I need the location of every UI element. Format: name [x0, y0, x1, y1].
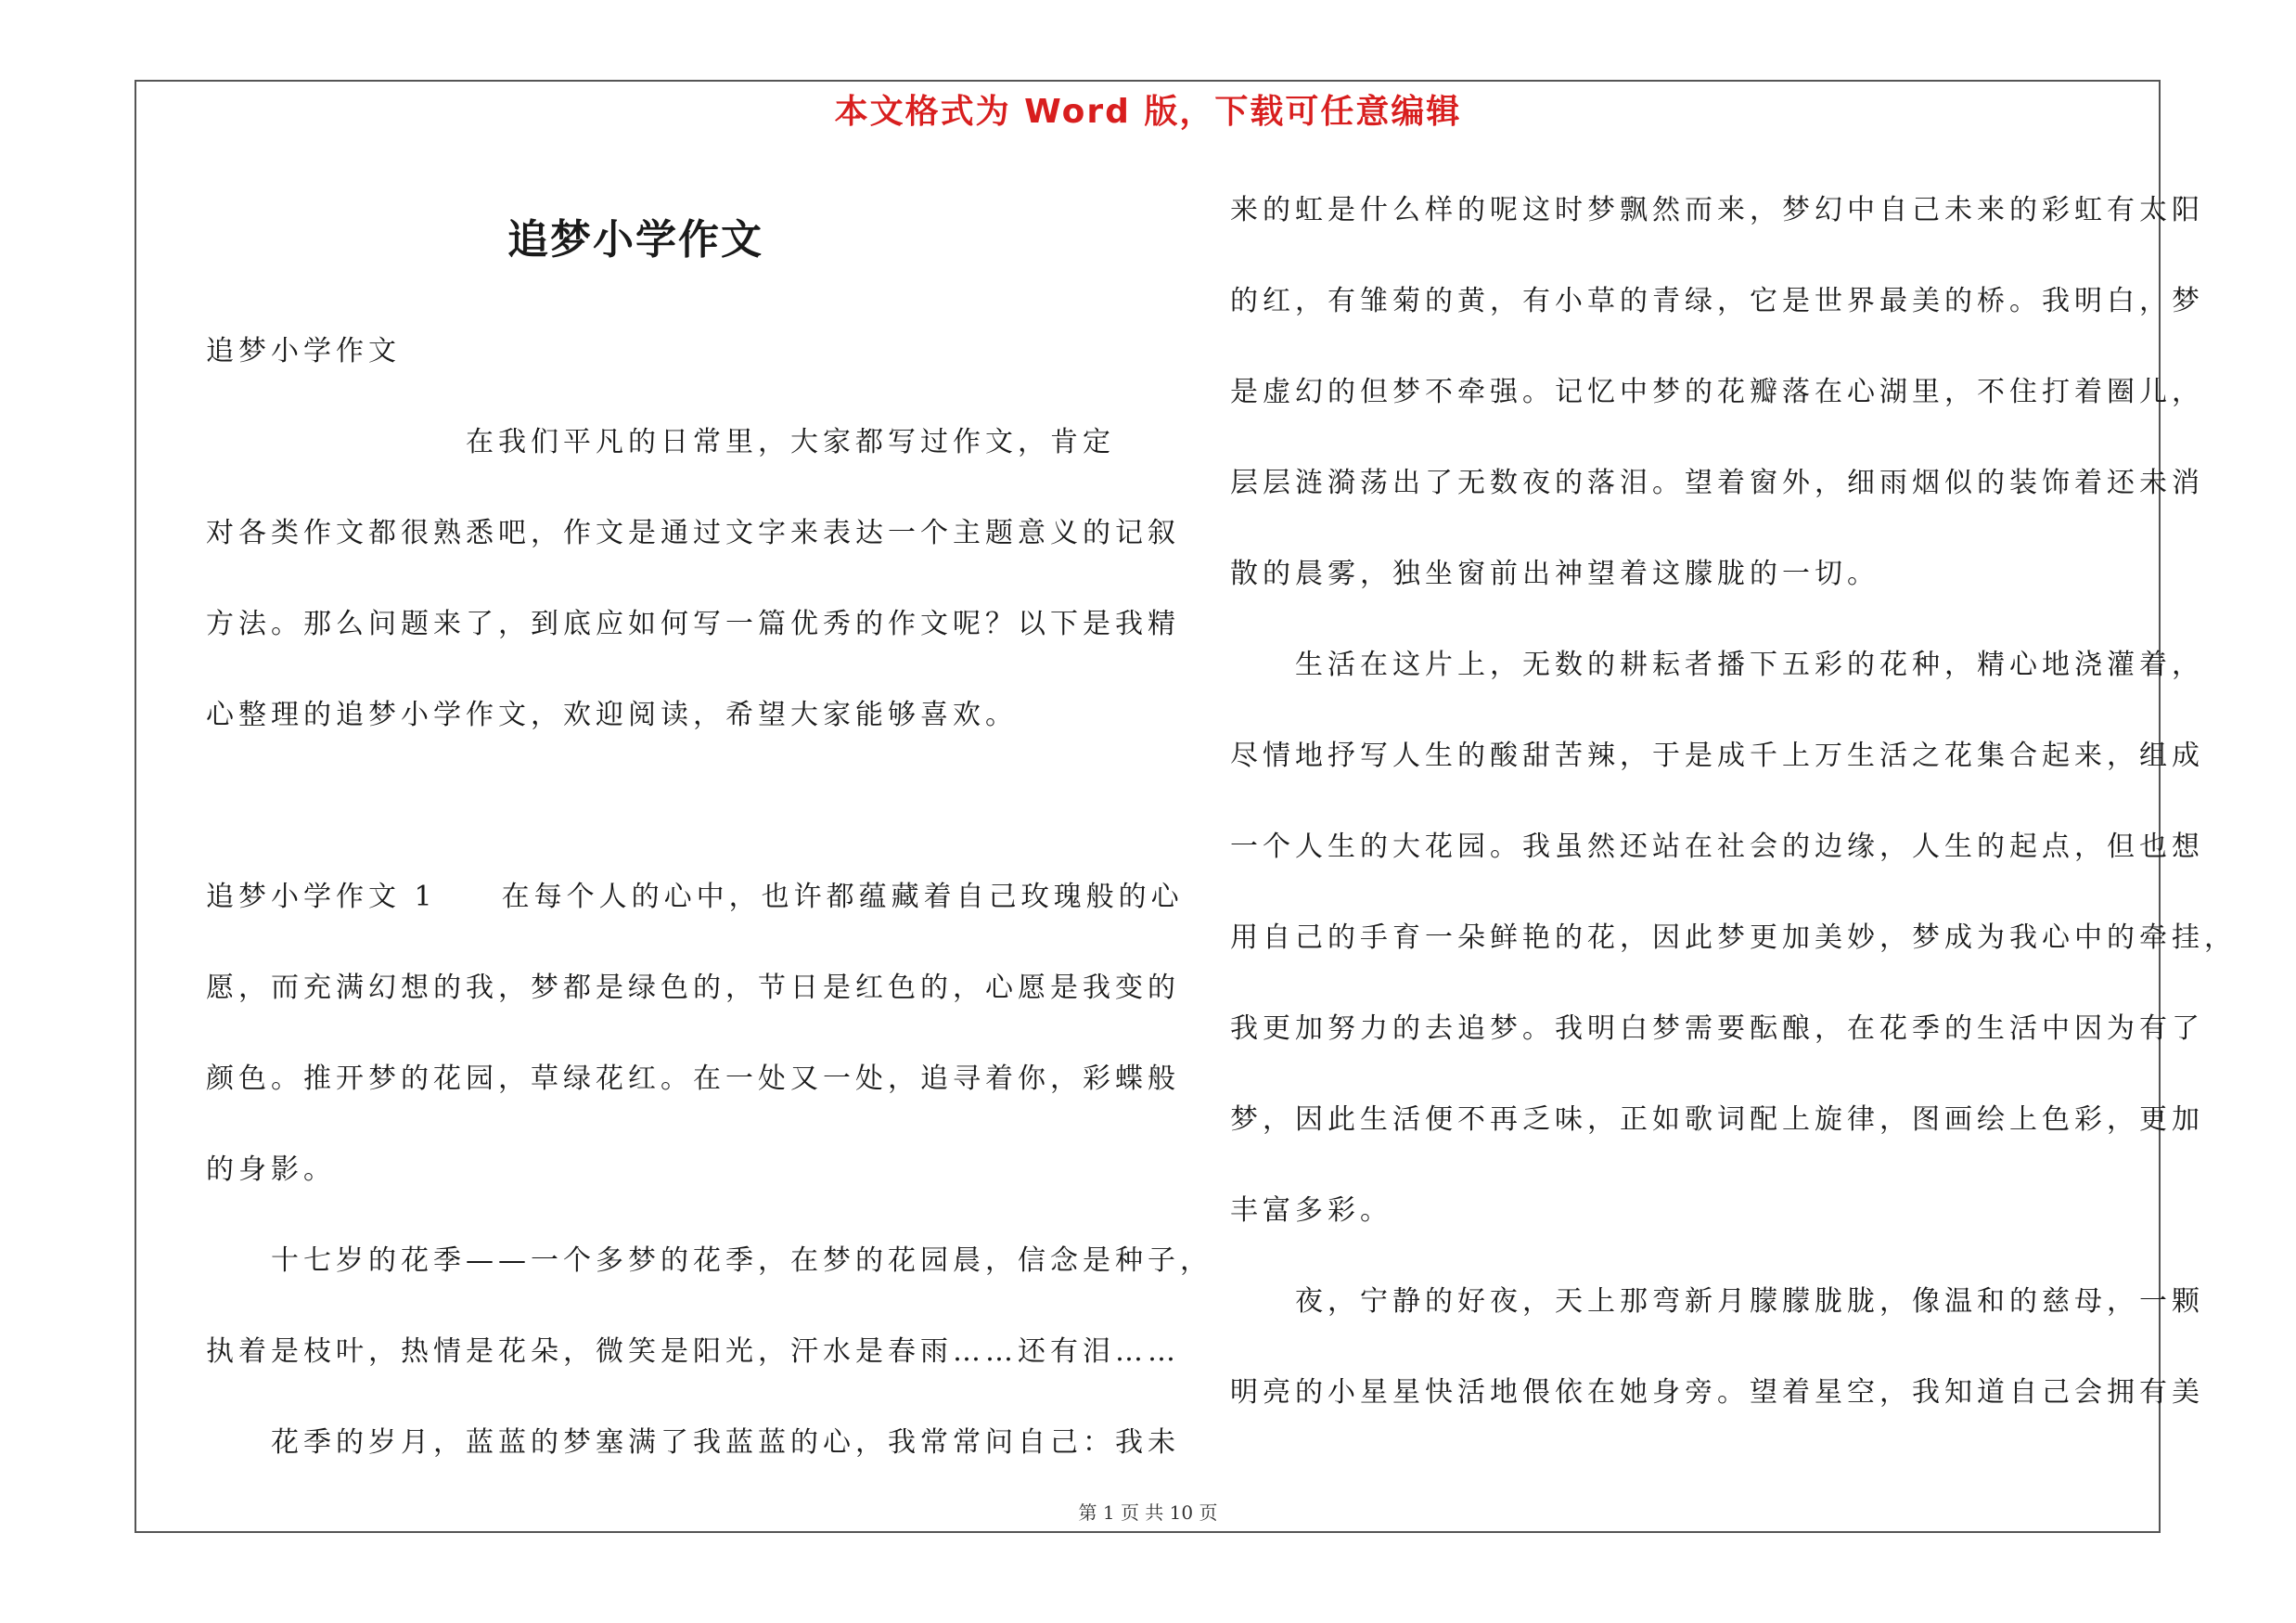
text-line: 一个人生的大花园。我虽然还站在社会的边缘，人生的起点，但也想	[1230, 831, 2204, 863]
text-line: 丰富多彩。	[1230, 1194, 1392, 1227]
text-line: 颜色。推开梦的花园，草绿花红。在一处又一处，追寻着你，彩蝶般	[206, 1063, 1180, 1095]
document-title: 追梦小学作文	[507, 216, 763, 264]
format-banner: 本文格式为 Word 版，下载可任意编辑	[834, 93, 1462, 131]
text-line: 我更加努力的去追梦。我明白梦需要酝酿，在花季的生活中因为有了	[1230, 1012, 2204, 1045]
blank-line	[206, 761, 1124, 852]
text-line: 执着是枝叶，热情是花朵，微笑是阳光，汗水是春雨……还有泪……	[206, 1335, 1180, 1368]
text-line: 是虚幻的但梦不牵强。记忆中梦的花瓣落在心湖里，不住打着圈儿，	[1230, 376, 2204, 408]
text-line: 梦，因此生活便不再乏味，正如歌词配上旋律，图画绘上色彩，更加	[1230, 1103, 2204, 1136]
text-line: 夜，宁静的好夜，天上那弯新月朦朦胧胧，像温和的慈母，一颗	[1230, 1285, 2204, 1318]
text-line: 的身影。	[206, 1153, 336, 1186]
text-line: 对各类作文都很熟悉吧，作文是通过文字来表达一个主题意义的记叙	[206, 517, 1180, 549]
text-line: 心整理的追梦小学作文，欢迎阅读，希望大家能够喜欢。	[206, 699, 1018, 731]
text-line: 明亮的小星星快活地偎依在她身旁。望着星空，我知道自己会拥有美	[1230, 1376, 2204, 1409]
text-line: 愿，而充满幻想的我，梦都是绿色的，节日是红色的，心愿是我变的	[206, 972, 1180, 1004]
text-line: 在我们平凡的日常里，大家都写过作文，肯定	[206, 426, 1115, 458]
text-line: 散的晨雾，独坐窗前出神望着这朦胧的一切。	[1230, 558, 1879, 590]
text-line: 花季的岁月，蓝蓝的梦塞满了我蓝蓝的心，我常常问自己：我未	[206, 1426, 1180, 1459]
text-line: 来的虹是什么样的呢这时梦飘然而来，梦幻中自己未来的彩虹有太阳	[1230, 194, 2204, 226]
text-line: 尽情地抒写人生的酸甜苦辣，于是成千上万生活之花集合起来，组成	[1230, 740, 2204, 772]
text-line: 的红，有雏菊的黄，有小草的青绿，它是世界最美的桥。我明白，梦	[1230, 285, 2204, 317]
left-column	[206, 306, 1212, 1488]
right-column	[1230, 165, 2237, 1438]
text-line: 十七岁的花季——一个多梦的花季，在梦的花园晨，信念是种子，	[206, 1244, 1212, 1277]
text-line: 追梦小学作文 1 在每个人的心中，也许都蕴藏着自己玫瑰般的心	[206, 881, 1184, 913]
text-line: 层层涟漪荡出了无数夜的落泪。望着窗外，细雨烟似的装饰着还未消	[1230, 467, 2204, 499]
text-line: 用自己的手育一朵鲜艳的花，因此梦更加美妙，梦成为我心中的牵挂，	[1230, 921, 2237, 954]
text-line: 生活在这片上，无数的耕耘者播下五彩的花种，精心地浇灌着，	[1230, 649, 2204, 681]
text-line: 方法。那么问题来了，到底应如何写一篇优秀的作文呢？以下是我精	[206, 608, 1180, 640]
text-line: 追梦小学作文	[206, 335, 401, 367]
page-number-footer: 第 1 页 共 10 页	[1078, 1501, 1218, 1524]
